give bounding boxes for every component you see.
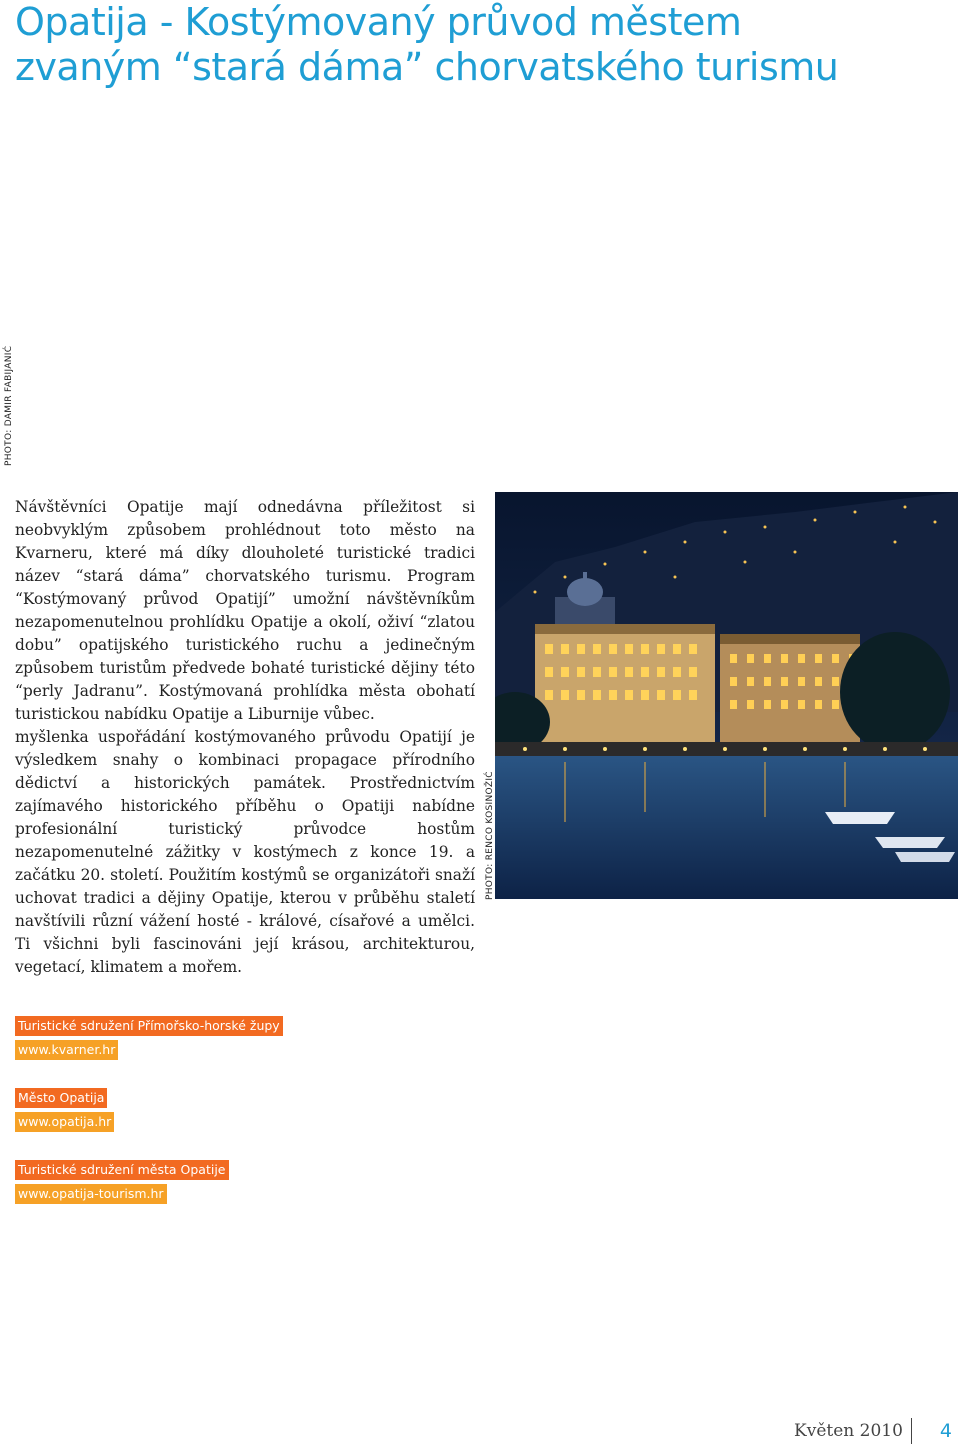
page-number: 4 [939,1420,952,1442]
footer-divider [911,1418,912,1444]
issue-date: Květen 2010 [794,1421,903,1441]
contact-block-opatija-tourism [15,1160,283,1204]
page-title [15,0,945,90]
photo-credit-top: PHOTO: DAMIR FABIJANIĆ [4,345,14,466]
org-label-kvarner: Turistické sdružení Přímořsko-horské župy [15,1016,283,1036]
page-footer [794,1418,952,1444]
link-opatija[interactable]: www.opatija.hr [15,1112,114,1132]
night-harbor-illustration [495,492,958,899]
article-paragraph-2: myšlenka uspořádání kostýmovaného průvodu Opatijí je výsledkem snahy o kombinaci propagace přírodního dědictví a historických památek. Prostřednictvím zajímavého historického příběhu o Opatiji nabídne profesionální turistický průvodce hostům nezapomenutelné zážitky v kostýmech z konce 19. a začátku 20. století. Použitím kostýmů se organizátoři snaží uchovat tradici a dějiny Opatije, kterou v průběhu staletí navštívili různí vážení hosté - králové, císařové a umělci. Ti všichni byli fascinováni její krásou, architekturou, vegetací, klimatem a mořem. [15,728,475,976]
org-label-opatija-tourism: Turistické sdružení města Opatije [15,1160,229,1180]
contact-block-kvarner [15,1016,283,1060]
contact-block-opatija [15,1088,283,1132]
article-paragraph-1: Návštěvníci Opatije mají odnedávna příležitost si neobvyklým způsobem prohlédnout toto město na Kvarneru, které má díky dlouholeté turistické tradici název “stará dáma” chorvatského turismu. Program “Kostýmovaný průvod Opatijí” umožní návštěvníkům nezapomenutelnou prohlídku Opatije a okolí, oživí “zlatou dobu” opatijského turistického ruchu a jedinečným způsobem turistům předvede bohaté turistické dějiny této “perly Jadranu”. Kostýmovaná prohlídka města obohatí turistickou nabídku Opatije a Liburnije vůbec. [15,498,475,723]
page-title-line-2: zvaným “stará dáma” chorvatského turismu [15,45,839,89]
page-title-line-1: Opatija - Kostýmovaný průvod městem [15,0,742,44]
night-harbor-photo [495,492,958,899]
org-label-opatija: Město Opatija [15,1088,107,1108]
link-kvarner[interactable]: www.kvarner.hr [15,1040,118,1060]
article-body [15,496,475,979]
contact-links [15,1016,283,1232]
link-opatija-tourism[interactable]: www.opatija-tourism.hr [15,1184,167,1204]
photo-credit-side: PHOTO: RENCO KOSINOŽIĆ [485,771,495,900]
